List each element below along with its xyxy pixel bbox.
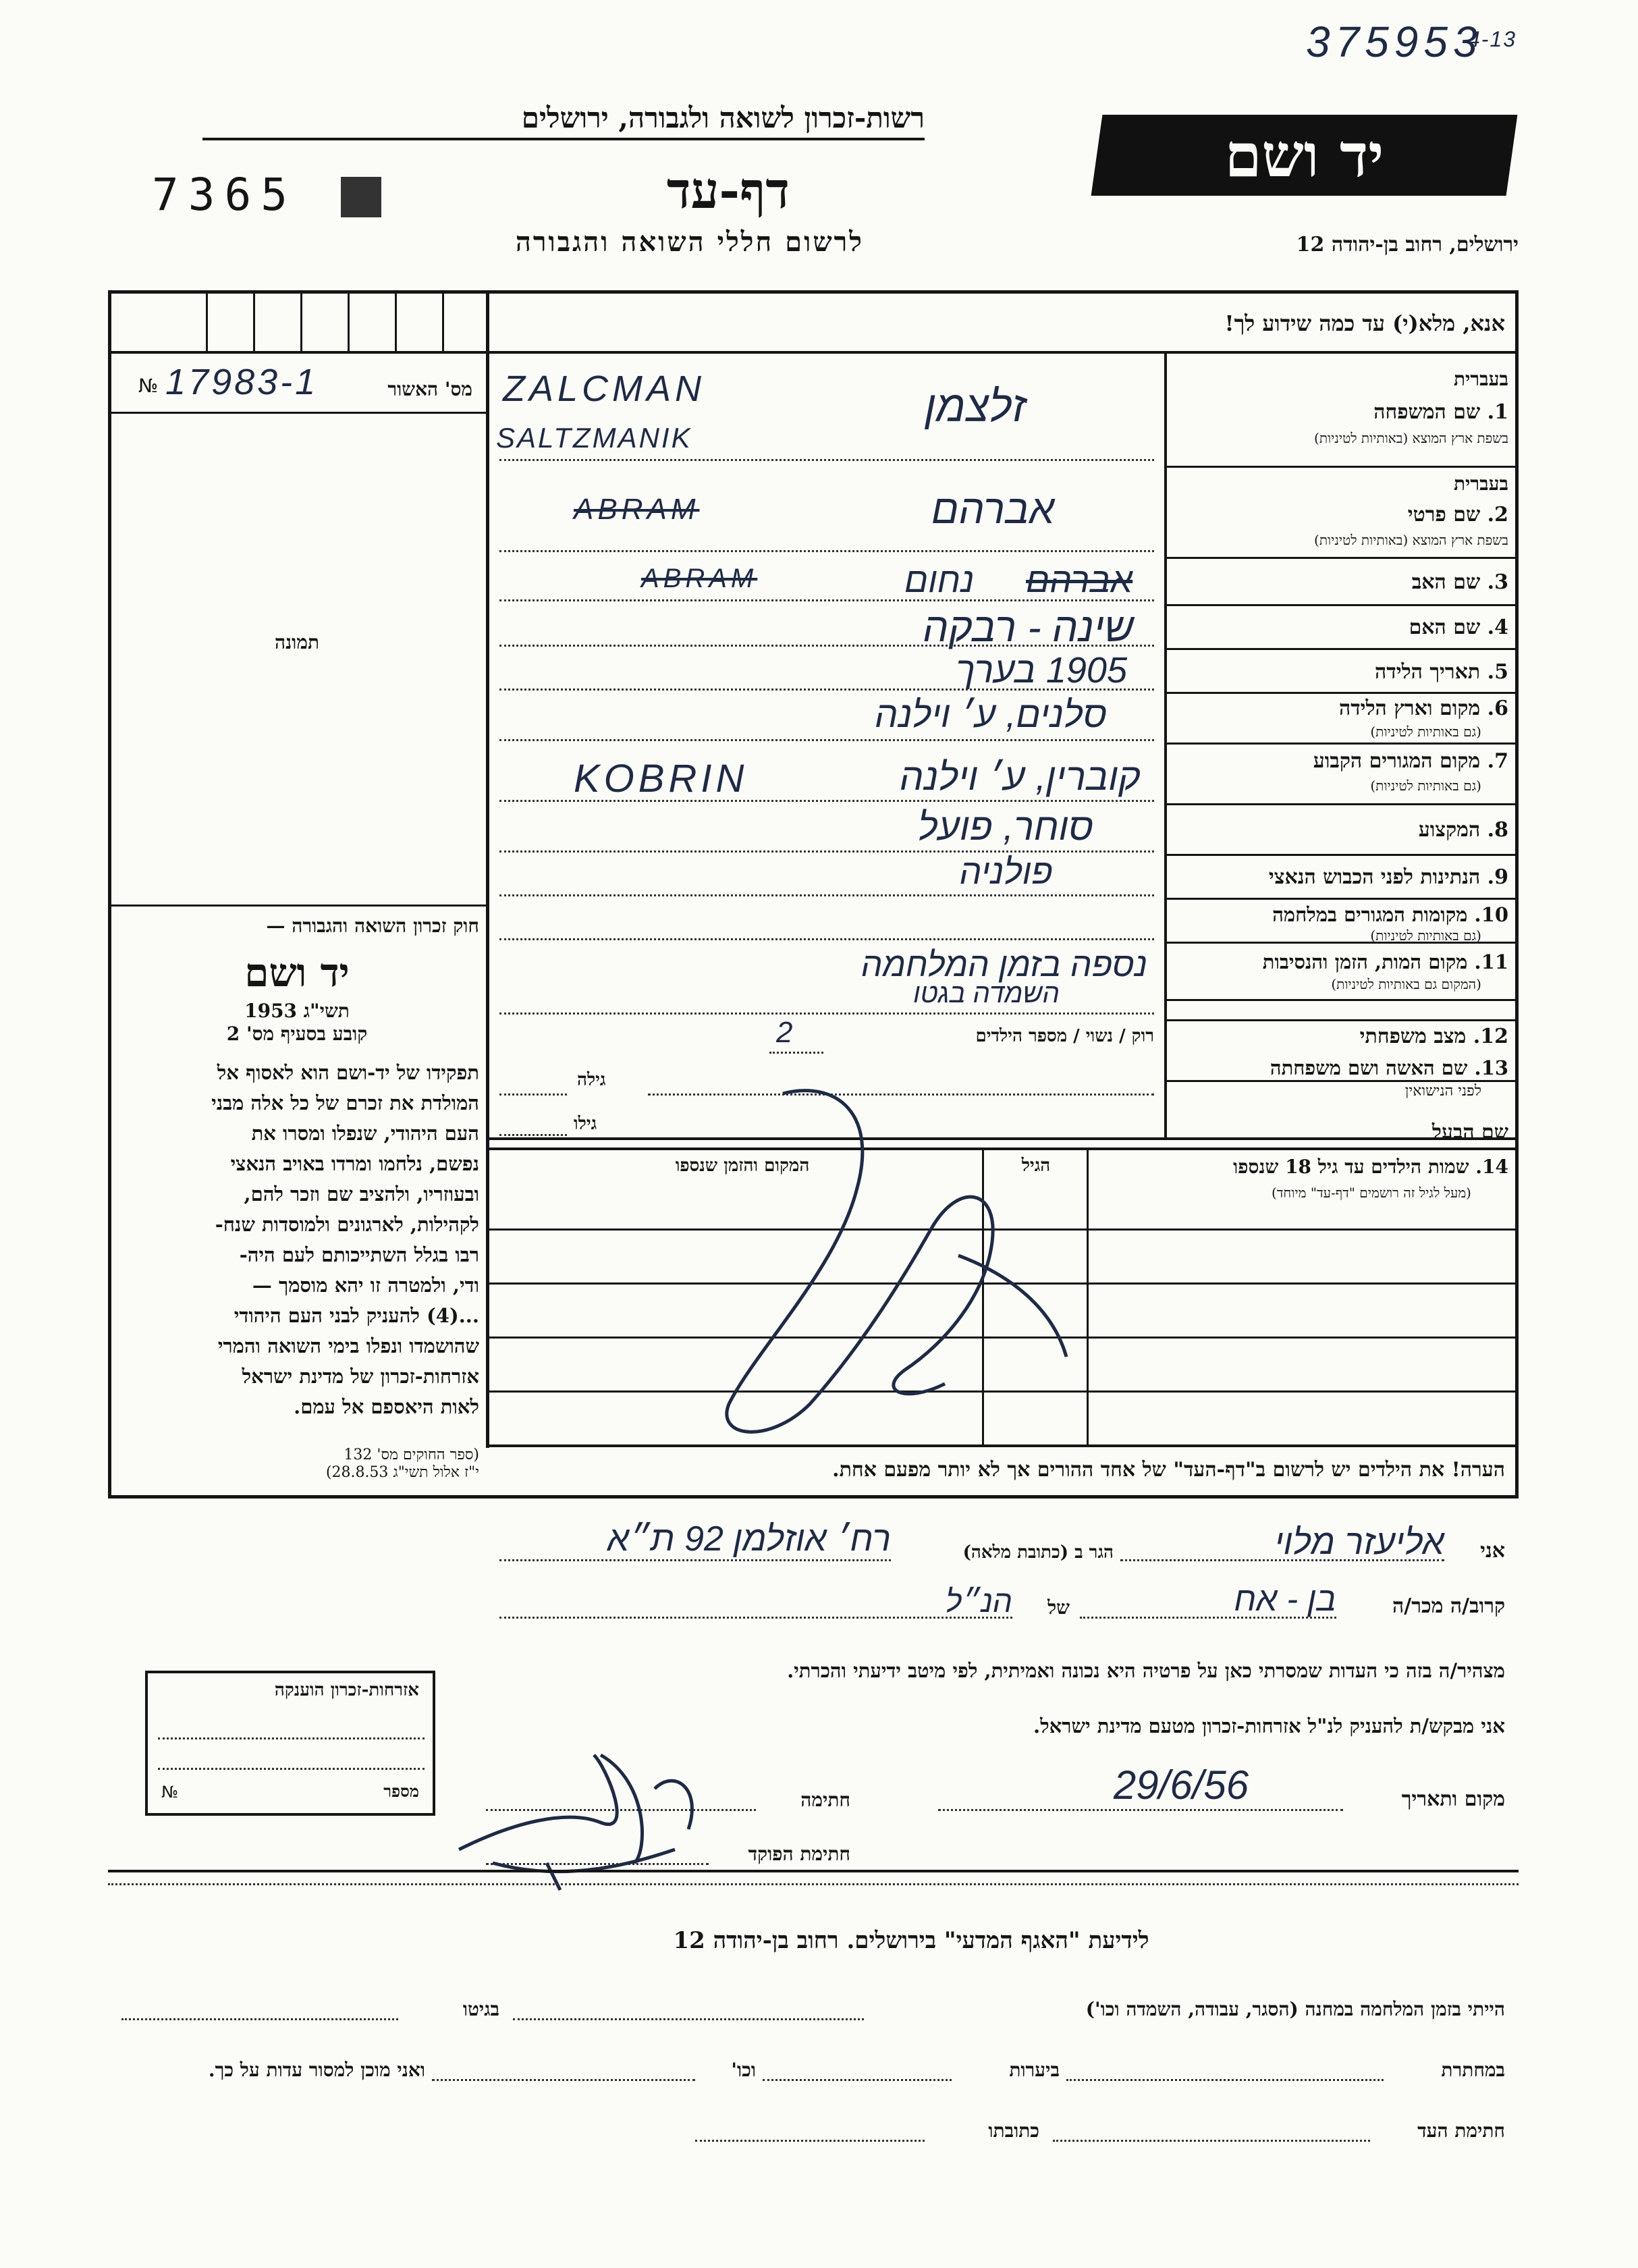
law-line: נפשם, נלחמו ומרדו באויב הנאצי — [230, 1152, 479, 1175]
birth-date-value[interactable]: 1905 בערך — [956, 650, 1127, 691]
footer-line1b: בגיטו — [462, 1998, 499, 2020]
decl-statement: מצהיר/ה בזה כי העדות שמסרתי כאן על פרטיה היא נכונה ואמיתית, לפי מיטב ידיעתי והכרתי. — [787, 1659, 1505, 1682]
law-line: אזרחות-זכרון של מדינת ישראל — [242, 1365, 479, 1388]
field-num: 3. — [1487, 570, 1508, 594]
scribble-signature — [702, 1053, 1120, 1472]
law-line: העם היהודי, שנפלו ומסרו את — [251, 1122, 479, 1145]
citizenship-box — [145, 1671, 435, 1816]
residence-latin[interactable]: KOBRIN — [574, 757, 748, 801]
field-num: 1. — [1487, 400, 1508, 424]
decl-place-date: מקום ותאריך — [1401, 1787, 1505, 1811]
field-num: 4. — [1487, 616, 1508, 639]
field-label: מקום וארץ הלידה — [1338, 697, 1481, 720]
children-note: (מעל לגיל זה רושמים "דף-עד" מיוחד) — [1272, 1185, 1471, 1201]
logo-text: יד ושם — [1224, 120, 1384, 190]
address: ירושלים, רחוב בן-יהודה 12 — [1296, 233, 1519, 256]
marital-options[interactable]: רוק / נשוי / מספר הילדים — [975, 1026, 1154, 1046]
declaration-date[interactable]: 29/6/56 — [1113, 1762, 1249, 1808]
field-num: 10. — [1474, 903, 1508, 926]
yad-vashem-logo — [1091, 115, 1518, 196]
occupation-value[interactable]: סוחר, פועל — [917, 805, 1093, 848]
form-subtitle: לרשום חללי השואה והגבורה — [515, 226, 864, 258]
husband-age-label: גילו — [574, 1114, 597, 1134]
field-num: 5. — [1487, 660, 1508, 684]
intro-text: אנא, מלא(י) עד כמה שידוע לך! — [1224, 310, 1505, 336]
footer-line3a: חתימת העד — [1417, 2120, 1505, 2142]
law-line: לאות היאספם אל עמם. — [294, 1395, 479, 1418]
citizenship-number: מספר — [383, 1781, 419, 1801]
field-label: שם פרטי — [1407, 503, 1481, 526]
field-label: שם המשפחה — [1373, 400, 1481, 424]
field-label: תאריך הלידה — [1375, 660, 1481, 684]
children-title: 14. שמות הילדים עד גיל 18 שנספו — [1233, 1156, 1508, 1178]
field-label: מקום המגורים הקבוע — [1313, 749, 1481, 773]
citizenship-no-mark: № — [161, 1783, 178, 1802]
declarant-name[interactable]: אליעזר מלוי — [1274, 1523, 1444, 1562]
death-place[interactable]: השמדה בגטו — [913, 979, 1060, 1008]
first-name-hebrew[interactable]: אברהם — [931, 487, 1055, 532]
decl-resides: הגר ב (כתובת מלאה) — [962, 1542, 1114, 1563]
law-year: תשי"ג 1953 — [244, 1000, 350, 1022]
law-body — [115, 1058, 479, 1422]
field-wartime-residence — [1171, 903, 1508, 944]
field-num: 11. — [1474, 950, 1508, 973]
family-name-hebrew[interactable]: זלצמן — [925, 382, 1027, 431]
law-title: חוק זכרון השואה והגבורה — — [266, 915, 479, 937]
field-num: 2. — [1487, 503, 1508, 526]
wife-age-label: גילה — [577, 1070, 606, 1090]
field-label: הנתינות לפני הכבוש הנאצי — [1268, 865, 1481, 889]
residence-hebrew[interactable]: קוברין, ע׳ וילנה — [900, 755, 1141, 798]
field-label: שם האם — [1409, 616, 1481, 639]
field-num: 6. — [1487, 697, 1508, 720]
field-family-name — [1171, 368, 1508, 462]
footer-line3b: כתובתו — [988, 2120, 1039, 2142]
field-label: מצב משפחתי — [1359, 1025, 1467, 1048]
decl-officer-label: חתימת הפוקד — [748, 1843, 850, 1865]
remark-text: הערה! את הילדים יש לרשום ב"דף-העד" של אחד ההורים אך לא יותר מפעם אחת. — [832, 1458, 1505, 1482]
field-label: שם האשה ושם משפחתה — [1270, 1056, 1468, 1079]
father-name-hebrew[interactable]: נחום — [904, 561, 975, 600]
field-sub: (גם באותיות לטיניות) — [1370, 724, 1481, 740]
birth-place-value[interactable]: סלנים, ע׳ וילנה — [875, 695, 1107, 735]
field-label: שם האב — [1411, 570, 1481, 594]
declarant-relation[interactable]: בן - אח — [1234, 1580, 1336, 1618]
footer-line2d: ואני מוכן למסור עדות על כך. — [208, 2059, 425, 2081]
field-sub: (המקום גם באותיות לטיניות) — [1331, 976, 1481, 992]
law-line: תפקידו של יד-ושם הוא לאסוף אל — [217, 1061, 479, 1084]
field-num: 12. — [1473, 1025, 1508, 1048]
footer-title: לידיעת "האגף המדעי" בירושלים. רחוב בן-יהודה 12 — [673, 1927, 1149, 1954]
footer-line2c: וכו' — [731, 2059, 756, 2081]
archive-stamp-number: 375953 — [1306, 18, 1483, 66]
children-count[interactable]: 2 — [776, 1016, 797, 1049]
field-first-name — [1171, 473, 1508, 554]
decl-i: אני — [1480, 1539, 1505, 1563]
approval-number[interactable]: 17983-1 — [165, 362, 319, 402]
law-clause: קובע בסעיף מס' 2 — [226, 1023, 368, 1045]
father-name-struck[interactable]: אברהם — [1026, 561, 1133, 600]
field-birth-date — [1171, 660, 1508, 684]
children-col-age: הגיל — [1021, 1156, 1051, 1176]
form-title: דף-עד — [666, 162, 790, 220]
authority-name: רשות-זכרון לשואה ולגבורה, ירושלים — [202, 101, 925, 140]
field-num: 7. — [1487, 749, 1508, 773]
law-line: שהושמדו ונפלו בימי השואה והמרי — [217, 1334, 479, 1357]
first-name-latin[interactable]: ABRAM — [574, 493, 700, 526]
decl-request: אני מבקש/ת להעניק לנ"ל אזרחות-זכרון מטעם מדינת ישראל. — [1033, 1714, 1505, 1737]
field-residence — [1171, 749, 1508, 800]
law-ref1: (ספר החוקים מס' 132 — [344, 1447, 479, 1463]
children-col-place: המקום והזמן שנספו — [675, 1156, 810, 1176]
father-name-latin[interactable]: ABRAM — [641, 564, 758, 593]
footer-line2a: במחתרת — [1441, 2059, 1505, 2081]
decl-relative: קרוב/ה מכר/ה — [1392, 1594, 1505, 1618]
field-sub: לפני הנישואין — [1404, 1083, 1481, 1100]
declarant-address[interactable]: רח׳ אוזלמן 92 ת״א — [607, 1519, 891, 1559]
field-sub: (גם באותיות לטיניות) — [1370, 927, 1481, 944]
field-label: המקצוע — [1418, 818, 1481, 842]
citizenship-title: אזרחות-זכרון הוענקה — [274, 1680, 419, 1700]
field-occupation — [1171, 818, 1508, 842]
law-line: ובעוזריו, ולהציב שם וזכר להם, — [244, 1183, 479, 1206]
law-line: ...(4) להעניק לבני העם היהודי — [234, 1304, 479, 1327]
law-line: המולדת את זכרם של כל אלה מבני — [211, 1091, 479, 1114]
field-num: 9. — [1487, 865, 1508, 889]
lang-tag: בעברית — [1453, 368, 1508, 390]
field-label: מקומות המגורים במלחמה — [1272, 903, 1468, 926]
photo-label: תמונה — [274, 631, 320, 653]
death-circumstances[interactable]: נספה בזמן המלחמה — [861, 946, 1147, 983]
field-sub: בשפת ארץ המוצא (באותיות לטיניות) — [1314, 532, 1508, 548]
decl-of: של — [1047, 1596, 1070, 1619]
field-death-place — [1171, 950, 1508, 998]
field-num: 13. — [1474, 1056, 1508, 1079]
law-line: לקהילות, לארגונים ולמוסדות שנח- — [215, 1213, 479, 1236]
footer-line1a: הייתי בזמן המלחמה במחנה (הסגר, עבודה, השמדה וכו') — [1085, 1998, 1505, 2020]
field-nationality — [1171, 865, 1508, 889]
law-line: ודי, ולמטרה זו יהא מוסמך — — [252, 1274, 479, 1297]
decl-signature-label: חתימה — [800, 1789, 850, 1811]
law-box — [115, 915, 479, 1509]
lang-tag: בעברית — [1453, 473, 1508, 495]
form-number-mark — [341, 177, 381, 217]
field-wife-name — [1171, 1056, 1508, 1104]
archive-stamp-suffix: 4-13 — [1468, 27, 1517, 51]
law-ref2: י"ז אלול תשי"ג 28.8.53) — [325, 1464, 479, 1481]
family-name-latin-alt[interactable]: SALTZMANIK — [496, 422, 692, 454]
approval-label: מס' האשור — [387, 378, 472, 400]
form-number: 7365 — [152, 169, 297, 221]
declarant-signature — [432, 1728, 756, 1904]
nationality-value[interactable]: פולניה — [959, 853, 1053, 892]
field-num: 8. — [1487, 818, 1508, 842]
law-logo: יד ושם — [244, 950, 350, 996]
field-husband-name: שם הבעל — [1431, 1120, 1508, 1144]
mother-name-hebrew[interactable]: שינה - רבקה — [923, 605, 1134, 650]
field-sub: בשפת ארץ המוצא (באותיות לטיניות) — [1314, 430, 1508, 446]
approval-no-mark: № — [138, 375, 159, 397]
law-line: רבו בגלל השתייכותם לעם היה- — [239, 1243, 479, 1266]
field-label: מקום המות, הזמן והנסיבות — [1262, 950, 1468, 973]
field-marital-status — [1171, 1025, 1508, 1048]
field-mother-name — [1171, 616, 1508, 639]
field-father-name — [1171, 570, 1508, 594]
field-birth-place — [1171, 697, 1508, 740]
decl-of-value[interactable]: הנ״ל — [945, 1584, 1012, 1619]
top-left-grid — [111, 294, 486, 351]
family-name-latin[interactable]: ZALCMAN — [503, 369, 706, 409]
footer-line2b: ביערות — [1009, 2059, 1060, 2081]
field-sub: (גם באותיות לטיניות) — [1370, 778, 1481, 794]
